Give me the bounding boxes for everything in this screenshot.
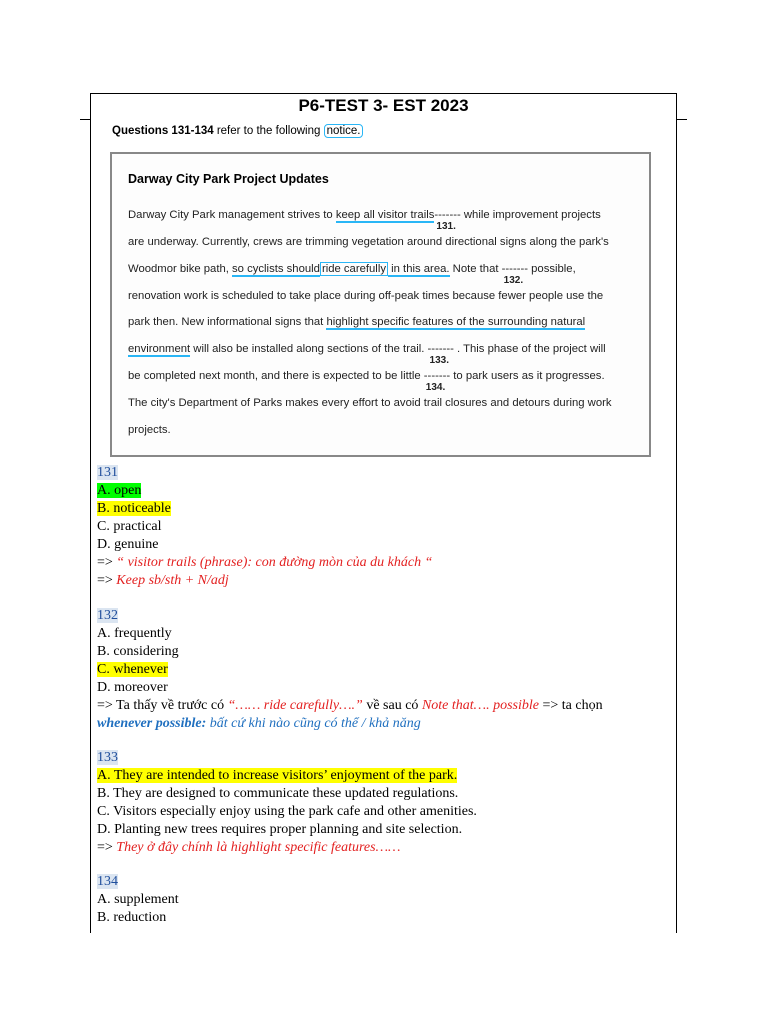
question-number: 132 [97,608,118,623]
explanation-132-2 [97,715,421,733]
underlined-phrase: environment [128,343,191,355]
text: to park users as it progresses. [450,370,605,382]
notice-line-6 [128,343,606,366]
arrow: => [97,840,117,855]
text: be completed next month, and there is expected to be little [128,370,424,382]
explanation-text: bất cứ khi nào cũng có thể / khả năng [206,716,421,731]
notice-heading: Darway City Park Project Updates [128,172,329,186]
explanation-132-1 [97,697,603,715]
notice-line-3 [128,263,576,286]
option-132-c [97,661,168,679]
blank-number: 132. [503,275,524,286]
quote: “…… ride carefully….” [227,698,363,713]
option-text: C. whenever [97,662,168,677]
arrow: => [97,573,117,588]
notice-line-5 [128,316,585,328]
question-number-132 [97,607,118,625]
intro-text: refer to the following [213,125,324,137]
option-132-d: D. moreover [97,680,168,695]
question-number: 134 [97,874,118,889]
text: Note that [449,263,502,275]
blank-number: 131. [436,221,456,232]
crop-mark-right [677,119,687,120]
blank-134 [423,370,451,393]
notice-line-8: The city's Department of Parks makes every effort to avoid trail closures and detours during work [128,397,612,409]
notice-line-2: are underway. Currently, crews are trimming vegetation around directional signs along the park's [128,236,609,248]
option-131-a [97,482,141,500]
blank-dashes: ------- [501,263,528,275]
option-133-a [97,767,457,785]
text: => ta chọn [539,698,603,713]
notice-line-7 [128,370,605,393]
text: Woodmor bike path, [128,263,233,275]
explanation-131-2 [97,572,229,590]
option-134-b: B. reduction [97,910,167,925]
option-text: A. They are intended to increase visitors’ enjoyment of the park. [97,768,458,783]
notice-line-4: renovation work is scheduled to take place during off-peak times because fewer people use the [128,290,604,302]
notice-line-1 [128,209,601,232]
option-132-b: B. considering [97,644,179,659]
blank-number: 134. [425,382,446,393]
option-text: A. open [97,483,142,498]
option-133-b: B. They are designed to communicate these updated regulations. [97,786,459,801]
notice-word: notice. [324,124,364,138]
explanation-text: “ visitor trails (phrase): con đường mòn của du khách “ [116,555,433,570]
underlined-phrase: highlight specific features of the surrounding natural [326,316,586,328]
keyword: whenever possible: [97,716,207,731]
blank-dashes: ------- [427,343,454,355]
option-133-d: D. Planting new trees requires proper planning and site selection. [97,822,463,837]
text: . This phase of the project will [453,343,606,355]
quote: Note that…. possible [421,698,539,713]
explanation-text: They ở đây chính là highlight specific features…… [116,840,401,855]
blank-131 [434,209,461,232]
question-number: 131 [97,465,118,480]
option-133-c: C. Visitors especially enjoy using the park cafe and other amenities. [97,804,477,819]
text: while improvement projects [460,209,601,221]
question-number-133 [97,749,118,767]
page-title: P6-TEST 3- EST 2023 [298,96,469,115]
questions-range: Questions 131-134 [112,125,214,137]
boxed-phrase: ride carefully [321,263,386,275]
text: về sau có [362,698,422,713]
option-134-a: A. supplement [97,892,179,907]
explanation-131-1 [97,554,432,572]
underlined-phrase: keep all visitor trails [335,209,435,221]
underlined-phrase: so cyclists should [232,263,320,275]
blank-133 [427,343,454,366]
option-131-d: D. genuine [97,537,159,552]
crop-mark-left [80,119,90,120]
notice-box [110,152,651,457]
underlined-phrase: in this area. [387,263,450,275]
blank-dashes: ------- [434,209,461,221]
blank-number: 133. [429,355,450,366]
text: park then. New informational signs that [128,316,327,328]
questions-intro [112,125,363,137]
explanation-133-1 [97,839,401,857]
explanation-text: Keep sb/sth + N/adj [116,573,229,588]
blank-dashes: ------- [423,370,451,382]
text: possible, [528,263,576,275]
arrow: => [97,555,117,570]
question-number-134 [97,873,118,891]
notice-line-9: projects. [128,424,171,436]
text: Darway City Park management strives to [128,209,336,221]
option-132-a: A. frequently [97,626,172,641]
blank-132 [501,263,528,286]
text: => Ta thấy về trước có [97,698,228,713]
option-131-c: C. practical [97,519,162,534]
option-131-b [97,500,171,518]
question-number-131 [97,464,118,482]
option-text: B. noticeable [97,501,171,516]
text: will also be installed along sections of the trail. [190,343,428,355]
question-number: 133 [97,750,118,765]
